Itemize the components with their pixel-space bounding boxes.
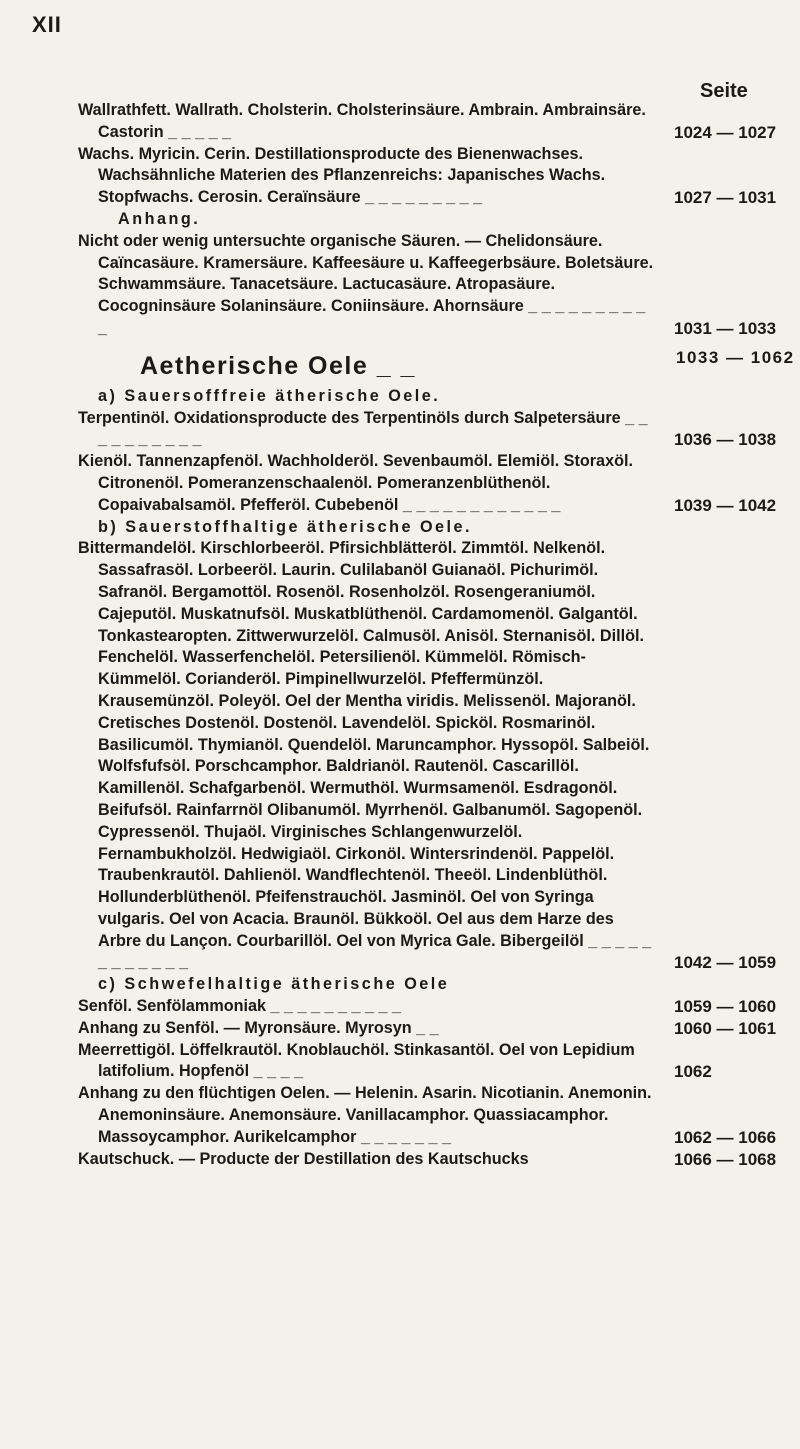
toc-entry-organische-saeuren	[78, 231, 777, 340]
toc-entry-pages: 1042 — 1059	[674, 953, 777, 973]
toc-entry-text: Wachs. Myricin. Cerin. Destillationsproducte des Bienenwachses. Wachsähnliche Materien des Pflanzenreichs: Japanisches Wachs. Stopfwachs. Cerosin. Ceraïnsäure _ _ _ _ _ _ _ _ _	[78, 144, 606, 207]
toc-subheading-text: a) Sauersofffreie ätherische Oele.	[98, 386, 441, 405]
toc-entry-bittermandeloel	[78, 538, 777, 974]
toc-entry-kautschuck	[78, 1149, 777, 1171]
toc-entry-anhang-senfoel	[78, 1018, 777, 1040]
toc-subheading-text: c) Schwefelhaltige ätherische Oele	[98, 975, 450, 994]
toc-entry-meerrettigoel	[78, 1040, 712, 1084]
toc-entry-text: Bittermandelöl. Kirschlorbeeröl. Pfirsichblätteröl. Zimmtöl. Nelkenöl. Sassafrasöl. Lorbeeröl. Laurin. Culilabanöl Guianaöl. Pichurimöl. Safranöl. Bergamottöl. Rosenöl. Rosenholzöl. Rosengeraniumöl. Cajeputöl. Muskatnufsöl. Muskatblüthenöl. Cardamomenöl. Galgantöl. Tonkastearopten. Zittwerwurzelöl. Calmusöl. Anisöl. Sternanisöl. Dillöl. Fenchelöl. Wasserfenchelöl. Petersilienöl. Kümmelöl. Römisch-Kümmelöl. Corianderöl. Pimpinellwurzelöl. Pfeffermünzöl. Krausemünzöl. Poleyöl. Oel der Mentha viridis. Melissenöl. Majoranöl. Cretisches Dostenöl. Dostenöl. Lavendelöl. Spicköl. Rosmarinöl. Basilicumöl. Thymianöl. Quendelöl. Maruncamphor. Hyssopöl. Salbeiöl. Wolfsfufsöl. Porschcamphor. Baldrianöl. Rautenöl. Cascarillöl. Kamillenöl. Schafgarbenöl. Wermuthöl. Wurmsamenöl. Esdragonöl. Beifufsöl. Rainfarrnöl Olibanumöl. Myrrhenöl. Galbanumöl. Sagopenöl. Cypressenöl. Thujaöl. Virginisches Schlangenwurzelöl. Fernambukholzöl. Hedwigiaöl. Cirkonöl. Wintersrindenöl. Pappelöl. Traubenkrautöl. Dahlienöl. Wandflechtenöl. Theeöl. Lindenblüthöl. Hollunderblüthenöl. Pfeifenstrauchöl. Jasminöl. Oel von Syringa vulgaris. Oel von Acacia. Braunöl. Bükkoöl. Oel aus dem Harze des Arbre du Lançon. Courbarillöl. Oel von Myrica Gale. Bibergeilöl _ _ _ _ _ _ _ _ _ _ _ _	[78, 539, 652, 972]
toc-subheading-sauerstofffreie	[98, 386, 658, 408]
toc-entry-terpentinoel	[78, 408, 777, 452]
toc-entry-senfoel	[78, 996, 777, 1018]
toc-entry-text: Anhang zu den flüchtigen Oelen. — Helenin. Asarin. Nicotianin. Anemonin. Anemoninsäure. Anemonsäure. Vanillacamphor. Quassiacamphor. Massoycamphor. Aurikelcamphor _ _ _ _ _ _ _	[78, 1084, 652, 1146]
toc-entry-pages: 1060 — 1061	[674, 1018, 777, 1038]
page-number: XII	[32, 12, 62, 37]
toc-entry-text: Nicht oder wenig untersuchte organische Säuren. — Chelidonsäure. Caïncasäure. Kramersäure. Kaffeesäure u. Kaffeegerbsäure. Boletsäure. Schwammsäure. Tanacetsäure. Lactucasäure. Atropasäure. Cocogninsäure Solaninsäure. Coniinsäure. Ahornsäure _ _ _ _ _ _ _ _ _ _	[78, 231, 654, 337]
toc-subheading-schwefelhaltige	[98, 974, 658, 996]
toc-entry-pages: 1039 — 1042	[674, 495, 777, 515]
toc-entry-text: Wallrathfett. Wallrath. Cholsterin. Cholsterinsäure. Ambrain. Ambrainsäre. Castorin _ _ _ _ _	[78, 101, 646, 141]
toc-heading-text: Aetherische Oele _ _	[140, 351, 416, 380]
toc-subheading-sauerstoffhaltige	[98, 517, 658, 539]
toc-entry-text: Meerrettigöl. Löffelkrautöl. Knoblauchöl. Stinkasantöl. Oel von Lepidium latifolium. Hopfenöl _ _ _ _	[78, 1040, 635, 1081]
table-of-contents	[0, 100, 800, 1170]
toc-entry-pages: 1033 — 1062	[676, 347, 795, 367]
toc-entry-text: Anhang zu Senföl. — Myronsäure. Myrosyn _ _	[78, 1018, 439, 1037]
toc-heading-aetherische-oele	[140, 346, 795, 386]
toc-subheading-text: Anhang.	[118, 209, 201, 228]
page-column-header: Seite	[700, 80, 748, 102]
toc-entry-text: Senföl. Senfölammoniak _ _ _ _ _ _ _ _ _ _	[78, 997, 401, 1016]
toc-entry-pages: 1027 — 1031	[674, 188, 777, 208]
toc-entry-text: Terpentinöl. Oxidationsproducte des Terpentinöls durch Salpetersäure _ _ _ _ _ _ _ _ _ _	[78, 408, 648, 449]
toc-entry-text: Kautschuck. — Producte der Destillation des Kautschucks	[78, 1149, 529, 1168]
toc-entry-pages: 1066 — 1068	[674, 1149, 777, 1169]
toc-subheading-anhang	[118, 209, 678, 231]
toc-entry-pages: 1059 — 1060	[674, 997, 777, 1017]
toc-entry-kienoel	[78, 451, 777, 516]
toc-entry-anhang-fluechtige-oele	[78, 1083, 777, 1148]
toc-entry-pages: 1024 — 1027	[674, 122, 777, 142]
toc-entry-wallrath	[78, 100, 777, 144]
toc-subheading-text: b) Sauerstoffhaltige ätherische Oele.	[98, 517, 473, 536]
toc-entry-pages: 1031 — 1033	[674, 318, 777, 338]
toc-entry-wachs	[78, 144, 777, 209]
toc-entry-text: Kienöl. Tannenzapfenöl. Wachholderöl. Sevenbaumöl. Elemiöl. Storaxöl. Citronenöl. Pomeranzenschaalenöl. Pomeranzenblüthenöl. Copaivabalsamöl. Pfefferöl. Cubebenöl _ _ _ _ _ _ _ _ _ _ _ _	[78, 452, 633, 514]
toc-entry-pages: 1036 — 1038	[674, 430, 777, 450]
toc-entry-pages: 1062	[674, 1062, 712, 1082]
toc-entry-pages: 1062 — 1066	[674, 1127, 777, 1147]
